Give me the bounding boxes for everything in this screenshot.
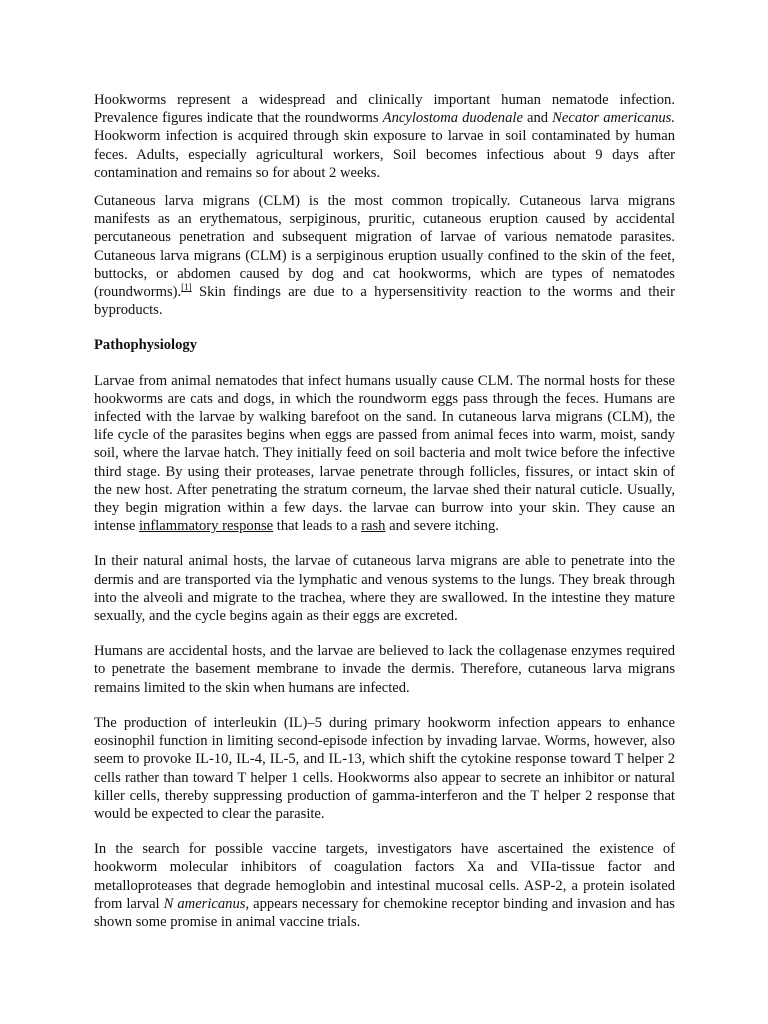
paragraph-interleukin: The production of interleukin (IL)–5 during primary hookworm infection appears to enhance eosinophil function in limiting second-episode infection by invading larvae. Worms, however, also seem to provoke IL-10, IL-4, IL-5, and IL-13, which shift the cytokine response toward T helper 2 cells rather than toward T helper 1 cells. Hookworms also appear to secrete an inhibitor or natural killer cells, thereby suppressing production of gamma-interferon and the T helper 2 response that would be expected to clear the parasite. xyxy=(94,714,675,822)
paragraph-hookworm-intro xyxy=(94,91,675,182)
link-inflammatory-response[interactable]: inflammatory response xyxy=(139,518,274,535)
text-run: Hookworm infection is acquired through skin exposure to larvae in soil contaminated by human feces. Adults, especially agricultural workers, Soil becomes infectious about 9 days after contamination and remains so for about 2 weeks. xyxy=(94,128,675,181)
text-run: and severe itching. xyxy=(385,518,499,535)
text-run: appears necessary for chemokine receptor binding and invasion and has shown some promise in animal vaccine trials. xyxy=(94,895,675,930)
text-run: Skin findings are due to a hypersensitivity reaction to the worms and their byproducts. xyxy=(94,284,675,319)
paragraph-natural-hosts: In their natural animal hosts, the larvae of cutaneous larva migrans are able to penetrate into the dermis and are transported via the lymphatic and venous systems to the lungs. They break through into the alveoli and migrate to the trachea, where they are swallowed. In the intestine they mature sexually, and the cycle begins again as their eggs are excreted. xyxy=(94,553,675,625)
species-name-n-americanus: N americanus, xyxy=(163,895,250,912)
paragraph-accidental-hosts: Humans are accidental hosts, and the larvae are believed to lack the collagenase enzymes required to penetrate the basement membrane to invade the dermis. Therefore, cutaneous larva migrans remains limited to the skin when humans are infected. xyxy=(94,643,675,696)
section-heading-pathophysiology: Pathophysiology xyxy=(94,337,197,354)
species-name-ancylostoma: Ancylostoma duodenale xyxy=(382,110,523,127)
paragraph-clm-definition xyxy=(94,192,675,319)
link-rash[interactable]: rash xyxy=(361,518,386,535)
text-run: Cutaneous larva migrans (CLM) is the most common tropically. Cutaneous larva migrans manifests as an erythematous, serpiginous, pruritic, cutaneous eruption caused by accidental percutaneous penetration and subsequent migration of larvae of various nematode parasites. Cutaneous larva migrans (CLM) is a serpiginous eruption usually confined to the skin of the feet, buttocks, or abdomen caused by dog and cat hookworms, which are types of nematodes (roundworms). xyxy=(94,193,675,301)
document-page xyxy=(94,91,675,931)
text-run: In the search for possible vaccine targets, investigators have ascertained the existence of hookworm molecular inhibitors of coagulation factors Xa and VIIa-tissue factor and metalloproteases that degrade hemoglobin and intestinal mucosal cells. ASP-2, a protein isolated from larval xyxy=(94,841,675,912)
text-run: Larvae from animal nematodes that infect humans usually cause CLM. The normal hosts for these hookworms are cats and dogs, in which the roundworm eggs pass through the feces. Humans are infected with the larvae by walking barefoot on the sand. In cutaneous larva migrans (CLM), the life cycle of the parasites begins when eggs are passed from animal feces into warm, moist, sandy soil, where the larvae hatch. They initially feed on soil bacteria and molt twice before the infective third stage. By using their proteases, larvae penetrate through follicles, fissures, or intact skin of the new host. After penetrating the stratum corneum, the larvae shed their natural cuticle. Usually, they begin migration within a few days. the larvae can burrow into your skin. They cause an intense xyxy=(94,372,675,535)
paragraph-vaccine-targets xyxy=(94,840,675,931)
reference-link-1[interactable]: [1] xyxy=(181,282,192,293)
species-name-necator: Necator americanus. xyxy=(552,110,676,127)
paragraph-life-cycle xyxy=(94,372,675,536)
text-run: and xyxy=(522,110,553,127)
text-run: Hookworms represent a widespread and clinically important human nematode infection. Prevalence figures indicate that the roundworms xyxy=(94,92,675,127)
text-run: that leads to a xyxy=(273,518,362,535)
